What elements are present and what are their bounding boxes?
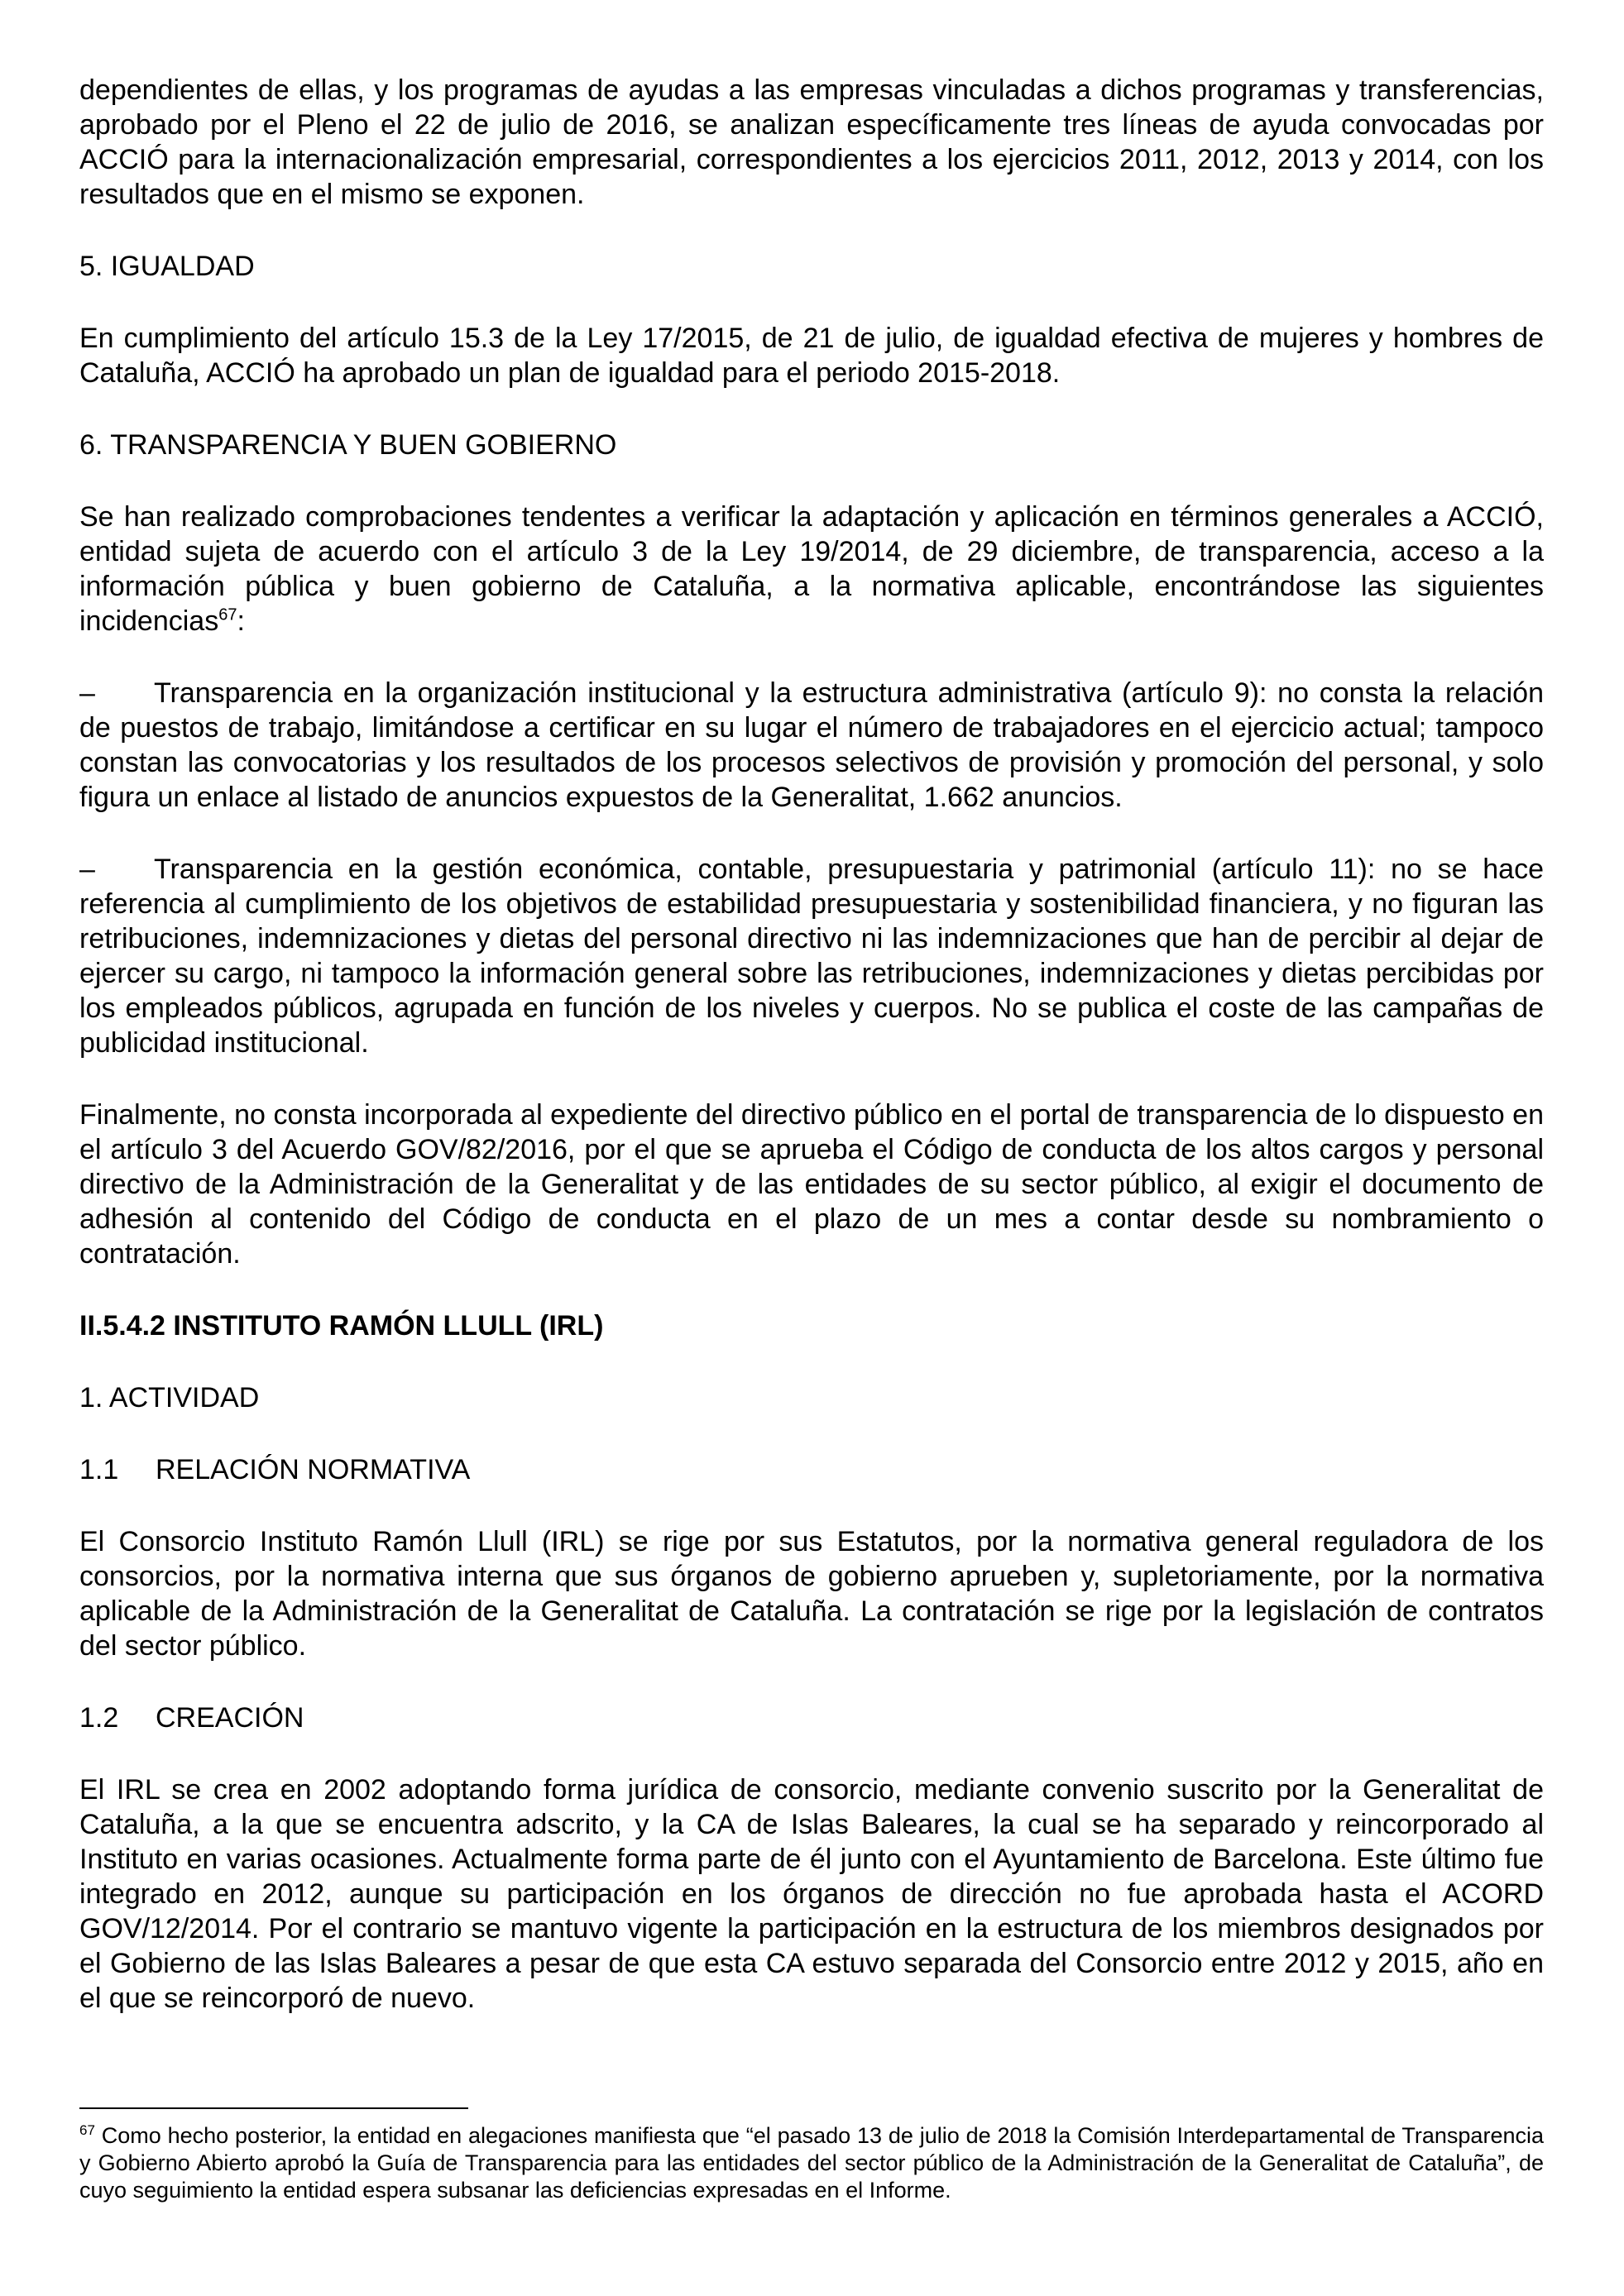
bullet-text-1: Transparencia en la organización institucional y la estructura administrativa (artículo 9): no consta la relación de puestos de trabajo, limitándose a certificar en su lugar el número de trabajadores en el ejercicio actual; tampoco constan las convocatorias y los resultados de los procesos selectivos de provisión y promoción del personal, y solo figura un enlace al listado de anuncios expuestos de la Generalitat, 1.662 anuncios.	[79, 677, 1544, 813]
paragraph-transparencia-text: Se han realizado comprobaciones tendentes a verificar la adaptación y aplicación en términos generales a ACCIÓ, entidad sujeta de acuerdo con el artículo 3 de la Ley 19/2014, de 29 diciembre, de transparencia, acceso a la información pública y buen gobierno de Cataluña, a la normativa aplicable, encontrándose las siguientes incidencias	[79, 501, 1544, 637]
heading-creacion	[79, 1700, 1544, 1735]
section-number: 1.1	[79, 1454, 119, 1485]
footnote-reference: 67	[218, 605, 237, 624]
paragraph-creacion: El IRL se crea en 2002 adoptando forma jurídica de consorcio, mediante convenio suscrito por la Generalitat de Cataluña, a la que se encuentra adscrito, y la CA de Islas Baleares, la cual se ha separado y reincorporado al Instituto en varias ocasiones. Actualmente forma parte de él junto con el Ayuntamiento de Barcelona. Este último fue integrado en 2012, aunque su participación en los órganos de dirección no fue aprobada hasta el ACORD GOV/12/2014. Por el contrario se mantuvo vigente la participación en la estructura de los miembros designados por el Gobierno de las Islas Baleares a pesar de que esta CA estuvo separada del Consorcio entre 2012 y 2015, año en el que se reincorporó de nuevo.	[79, 1774, 1544, 2014]
footnote	[79, 2122, 1544, 2204]
section-title: RELACIÓN NORMATIVA	[156, 1454, 471, 1485]
paragraph-finalmente: Finalmente, no consta incorporada al expediente del directivo público en el portal de transparencia de lo dispuesto en el artículo 3 del Acuerdo GOV/82/2016, por el que se aprueba el Código de conducta de los altos cargos y personal directivo de la Administración de la Generalitat y de las entidades de su sector público, al exigir el documento de adhesión al contenido del Código de conducta en el plazo de un mes a contar desde su nombramiento o contratación.	[79, 1099, 1544, 1270]
footnote-separator	[79, 2107, 468, 2109]
bullet-dash: –	[79, 677, 95, 709]
heading-igualdad: 5. IGUALDAD	[79, 251, 255, 282]
footnote-number: 67	[79, 2122, 95, 2138]
section-title: CREACIÓN	[156, 1702, 304, 1734]
paragraph-igualdad: En cumplimiento del artículo 15.3 de la Ley 17/2015, de 21 de julio, de igualdad efectiva de mujeres y hombres de Cataluña, ACCIÓ ha aprobado un plan de igualdad para el periodo 2015-2018.	[79, 323, 1544, 389]
bullet-item-2	[79, 852, 1544, 1060]
document-body	[79, 73, 1544, 2016]
paragraph-transparencia	[79, 500, 1544, 639]
bullet-item-1	[79, 676, 1544, 815]
paragraph-intro: dependientes de ellas, y los programas de ayudas a las empresas vinculadas a dichos programas y transferencias, aprobado por el Pleno el 22 de julio de 2016, se analizan específicamente tres líneas de ayuda convocadas por ACCIÓ para la internacionalización empresarial, correspondientes a los ejercicios 2011, 2012, 2013 y 2014, con los resultados que en el mismo se exponen.	[79, 74, 1544, 210]
heading-actividad: 1. ACTIVIDAD	[79, 1382, 260, 1413]
bullet-dash: –	[79, 854, 95, 885]
heading-relacion-normativa	[79, 1452, 1544, 1487]
paragraph-transparencia-colon: :	[237, 605, 245, 637]
paragraph-relacion: El Consorcio Instituto Ramón Llull (IRL) se rige por sus Estatutos, por la normativa general reguladora de los consorcios, por la normativa interna que sus órganos de gobierno aprueben y, supletoriamente, por la normativa aplicable de la Administración de la Generalitat de Cataluña. La contratación se rige por la legislación de contratos del sector público.	[79, 1526, 1544, 1662]
footnote-text: Como hecho posterior, la entidad en alegaciones manifiesta que “el pasado 13 de julio de 2018 la Comisión Interdepartamental de Transparencia y Gobierno Abierto aprobó la Guía de Transparencia para las entidades del sector público de la Administración de la Generalitat de Cataluña”, de cuyo seguimiento la entidad espera subsanar las deficiencias expresadas en el Informe.	[79, 2123, 1544, 2203]
bullet-text-2: Transparencia en la gestión económica, contable, presupuestaria y patrimonial (artículo 11): no se hace referencia al cumplimiento de los objetivos de estabilidad presupuestaria y sostenibilidad financiera, y no figuran las retribuciones, indemnizaciones y dietas del personal directivo ni las indemnizaciones que han de percibir al dejar de ejercer su cargo, ni tampoco la información general sobre las retribuciones, indemnizaciones y dietas percibidas por los empleados públicos, agrupada en función de los niveles y cuerpos. No se publica el coste de las campañas de publicidad institucional.	[79, 854, 1544, 1059]
section-number: 1.2	[79, 1702, 119, 1734]
heading-irl: II.5.4.2 INSTITUTO RAMÓN LLULL (IRL)	[79, 1310, 604, 1342]
heading-transparencia: 6. TRANSPARENCIA Y BUEN GOBIERNO	[79, 429, 617, 461]
